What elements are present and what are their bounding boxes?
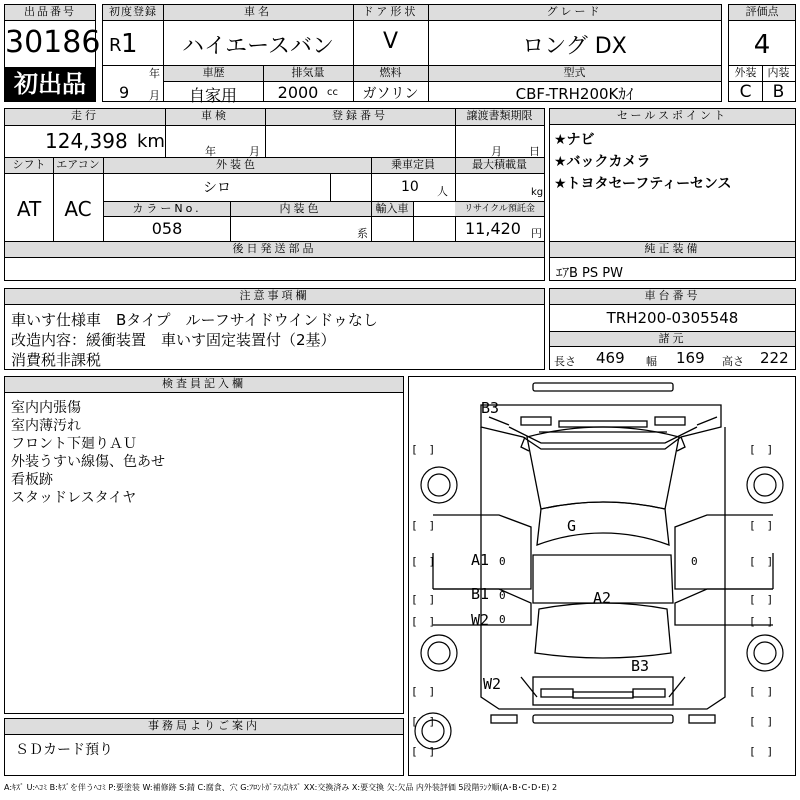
fuel-label: 燃料 [353,66,428,81]
color-no: 058 [151,219,183,238]
first-listing-badge [5,67,95,101]
grade: ロング DX [522,34,627,59]
inspector-line-2: 室内薄汚れ [11,418,81,434]
inspection-label: 車検 [165,109,265,125]
chassis-label: 車台番号 [550,289,795,305]
capacity-unit: 人 [437,185,448,198]
damage-mark-a2: A2 [593,589,612,607]
car-outline-svg [409,377,795,775]
reg-month: 9 [119,83,130,102]
damage-mark-g: G [567,517,577,535]
damage-mark-a1: A1 [471,551,490,569]
bracket-l5: [ ] [411,615,436,628]
equipment-value: ｴｱB PS PW [556,266,623,281]
width-value: 169 [676,349,705,367]
lot-number-box [4,4,101,102]
car-name: ハイエースバン [181,34,335,59]
selling-point-2: ★バックカメラ [554,154,651,170]
notes-line-2: 改造内容：緩衝装置 車いす固定装置付（2基） [11,331,336,349]
ext-color: シロ [203,180,231,196]
length-value: 469 [596,349,625,367]
car-name-label: 車名 [163,5,353,21]
chassis-box [549,288,796,370]
capacity: 10 [401,179,419,195]
inspector-label: 検査員記入欄 [5,377,403,393]
zero-mark-1: 0 [499,555,506,568]
door-type: V [382,29,399,54]
lot-number: 30186 [5,25,101,60]
displacement: 2000 [277,83,319,102]
zero-mark-3: 0 [499,613,506,626]
damage-mark-w2-rear: W2 [483,675,502,693]
history-label: 車歴 [164,66,263,81]
first-reg-label: 初度登録 [103,5,163,21]
interior-label: 内装 [762,66,795,81]
width-label: 幅 [646,355,657,368]
ext-color-label: 外装色 [103,158,371,173]
car-diagram [408,376,796,776]
inspector-line-6: スタッドレスタイヤ [11,490,137,506]
history: 自家用 [188,86,237,105]
score-box [728,4,796,102]
bracket-r3: [ ] [749,555,774,568]
displacement-label: 排気量 [263,66,353,81]
selling-point-3: ★トヨタセーフティーセンス [554,176,732,192]
exterior-label: 外装 [729,66,762,81]
recycle-unit: 円 [531,227,542,240]
bracket-r5: [ ] [749,615,774,628]
length-label: 長さ [554,355,576,368]
era-letter: R [109,35,122,56]
bracket-l2: [ ] [411,519,436,532]
import-label: 輸入車 [371,202,413,216]
max-load-label: 最大積載量 [455,158,544,173]
bracket-r4: [ ] [749,593,774,606]
transfer-month-unit: 月 [491,145,502,158]
int-color-label: 内装色 [230,202,371,216]
transfer-label: 譲渡書類期限 [455,109,544,125]
damage-mark-b3-rear: B3 [631,657,650,675]
bracket-r8: [ ] [749,745,774,758]
equipment-box [549,241,796,281]
notes-box [4,288,545,370]
int-color-unit: 系 [357,227,368,240]
vehicle-header-box [102,4,722,105]
zero-mark-2: 0 [499,589,506,602]
score-label: 評価点 [729,5,795,21]
recycle: 11,420 [465,219,521,238]
inspector-box [4,376,404,714]
specs-box [4,108,545,242]
notes-line-1: 車いす仕様車 Bタイプ ルーフサイドウインドゥなし [11,311,378,329]
chassis-number: TRH200-0305548 [606,309,739,327]
displacement-unit: cc [327,87,338,98]
transfer-day-unit: 日 [529,145,540,158]
bracket-r1: [ ] [749,443,774,456]
shift-label: シフト [5,158,53,173]
height-value: 222 [760,349,789,367]
year-unit: 年 [149,67,160,80]
height-label: 高さ [722,355,744,368]
bracket-l6: [ ] [411,685,436,698]
first-listing-text: 初出品 [14,70,86,98]
bracket-l3: [ ] [411,555,436,568]
bracket-l1: [ ] [411,443,436,456]
door-label: ドア形状 [353,5,428,21]
inspection-year-unit: 年 [205,145,216,158]
ac: AC [64,197,92,221]
score-value: 4 [753,30,771,60]
reg-year: 1 [121,29,138,59]
inspector-line-3: フロント下廻りＡＵ [11,436,137,452]
selling-point-1: ★ナビ [554,132,595,148]
reg-number-label: 登録番号 [265,109,455,125]
fuel: ガソリン [362,86,419,102]
bracket-l4: [ ] [411,593,436,606]
damage-mark-b3-front: B3 [481,399,500,417]
later-parts-box [4,241,545,281]
month-unit: 月 [149,89,160,102]
lot-number-label: 出品番号 [5,5,95,21]
bracket-r6: [ ] [749,685,774,698]
bracket-l8: [ ] [411,745,436,758]
interior-grade: B [772,82,785,102]
bracket-l7: [ ] [411,715,436,728]
office-box [4,718,404,776]
inspector-line-1: 室内内張傷 [11,400,81,416]
office-value: ＳＤカード預り [15,742,113,758]
mileage: 124,398 [45,129,128,153]
equipment-label: 純正装備 [550,242,795,258]
inspector-line-5: 看板跡 [11,472,53,488]
max-load-unit: kg [531,187,544,198]
later-parts-label: 後日発送部品 [5,242,544,258]
office-label: 事務局よりご案内 [5,719,403,735]
bracket-r7: [ ] [749,715,774,728]
bracket-r2: [ ] [749,519,774,532]
model-label: 型式 [428,66,721,81]
shift: AT [16,197,42,221]
color-no-label: カラーNo. [104,202,230,216]
selling-points-box [549,108,796,242]
mileage-label: 走行 [5,109,165,125]
recycle-label: リサイクル預託金 [455,202,544,216]
notes-line-3: 消費税非課税 [11,351,102,369]
grade-label: グレード [428,5,721,21]
legend-text: A:ｷｽﾞ U:ﾍｺﾐ B:ｷｽﾞを伴うﾍｺﾐ P:要塗装 W:補修跡 S:錆 C:腐食、穴 G:ﾌﾛﾝﾄｶﾞﾗｽ点ｷｽﾞ XX:交換済み X:要交換 欠:欠品 内外装評価 5段階ﾗﾝｸ順(A･B･C･D･E) 2 [4,783,558,792]
dims-label: 諸元 [550,331,795,347]
mileage-unit: km [137,131,165,152]
zero-mark-4: 0 [691,555,698,568]
damage-mark-w2-left: W2 [471,611,490,629]
model-code: CBF-TRH200Kｶｲ [515,85,634,103]
inspection-month-unit: 月 [249,145,260,158]
inspector-line-4: 外装うすい線傷、色あせ [11,454,165,470]
exterior-grade: C [739,82,752,102]
notes-label: 注意事項欄 [5,289,544,305]
selling-points-label: セールスポイント [550,109,795,125]
ac-label: エアコン [53,158,103,173]
damage-mark-b1: B1 [471,585,490,603]
capacity-label: 乗車定員 [371,158,455,173]
